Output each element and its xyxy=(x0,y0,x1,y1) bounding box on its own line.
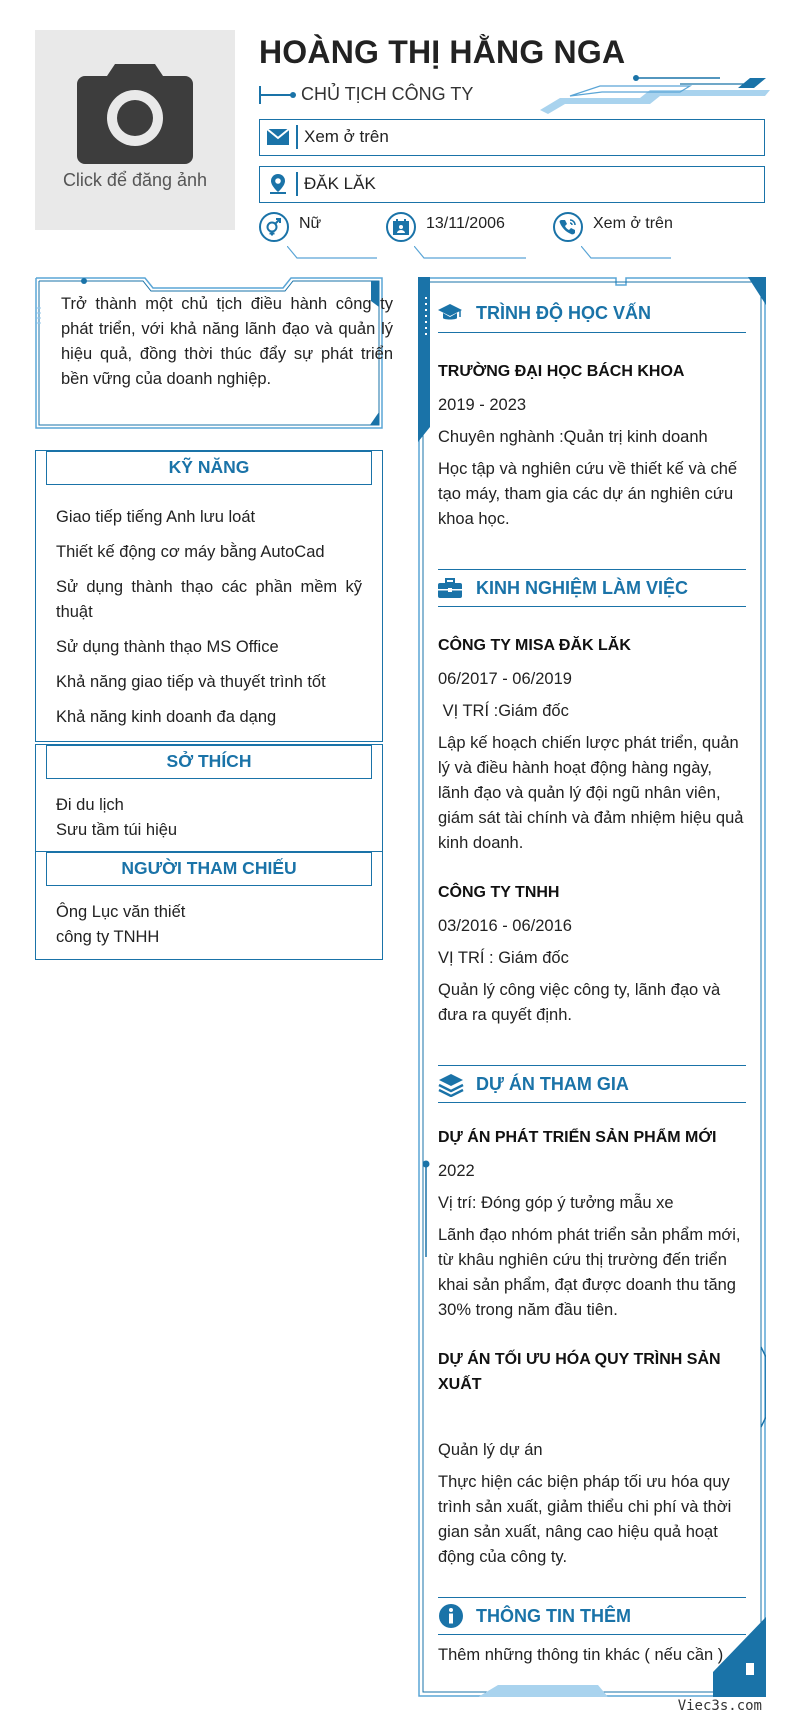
phone-icon xyxy=(559,218,577,236)
email-field xyxy=(259,119,765,156)
projects-title: DỰ ÁN THAM GIA xyxy=(476,1074,629,1094)
photo-caption: Click để đăng ảnh xyxy=(62,170,208,190)
skills-section xyxy=(35,450,383,742)
education-description: Học tập và nghiên cứu về thiết kế và chế tạo máy, tham gia các dự án nghiên cứu khoa học. xyxy=(438,460,738,528)
education-header xyxy=(438,295,746,333)
education-section xyxy=(438,295,746,532)
job-period: 03/2016 - 06/2016 xyxy=(438,917,572,935)
education-title: TRÌNH ĐỘ HỌC VẤN xyxy=(476,303,651,323)
references-section xyxy=(35,852,383,960)
graduation-cap-icon xyxy=(438,302,462,324)
skill-item: Giao tiếp tiếng Anh lưu loát xyxy=(56,508,256,526)
field-separator xyxy=(296,172,298,196)
email-value: Xem ở trên xyxy=(304,127,389,146)
header-decoration xyxy=(540,74,770,114)
objective-text: Trở thành một chủ tịch điều hành công ty phát triển, với khả năng lãnh đạo và quản lý hiệu quả, đồng thời thúc đẩy sự phát triển bền vững của doanh nghiệp. xyxy=(61,295,393,388)
project-role: Quản lý dự án xyxy=(438,1441,543,1459)
hobby-item: Đi du lịch xyxy=(56,796,124,814)
extra-header xyxy=(438,1597,746,1635)
candidate-name: HOÀNG THỊ HẰNG NGA xyxy=(259,34,626,70)
hobbies-list xyxy=(36,779,382,843)
gender-icon-circle xyxy=(259,212,289,242)
project-role: Vị trí: Đóng góp ý tưởng mẫu xe xyxy=(438,1194,674,1212)
calendar-icon xyxy=(392,218,410,236)
job-title-row xyxy=(259,84,473,105)
mail-icon xyxy=(266,126,290,148)
info-icon xyxy=(438,1603,464,1629)
project-period: 2022 xyxy=(438,1162,475,1180)
dob-value: 13/11/2006 xyxy=(426,215,505,232)
references-list xyxy=(36,886,382,950)
education-period: 2019 - 2023 xyxy=(438,396,527,414)
references-title: NGƯỜI THAM CHIẾU xyxy=(46,852,372,886)
hobbies-title: SỞ THÍCH xyxy=(46,745,372,779)
experience-header xyxy=(438,569,746,607)
projects-section xyxy=(438,1065,746,1570)
skills-list xyxy=(36,485,382,730)
location-pin-icon xyxy=(266,173,290,195)
school-name: TRƯỜNG ĐẠI HỌC BÁCH KHOA xyxy=(438,363,685,380)
extra-section xyxy=(438,1597,746,1668)
site-watermark: Viec3s.com xyxy=(677,1698,762,1714)
phone-value: Xem ở trên xyxy=(593,215,673,232)
project-name: DỰ ÁN PHÁT TRIỂN SẢN PHẨM MỚI xyxy=(438,1129,717,1146)
field-separator xyxy=(296,125,298,149)
title-line-decoration xyxy=(259,94,293,96)
hobbies-section xyxy=(35,744,383,852)
project-description: Lãnh đạo nhóm phát triển sản phẩm mới, từ khâu nghiên cứu thị trường đến triển khai sản phẩm, đạt được doanh thu tăng 30% trong năm đầu tiên. xyxy=(438,1226,741,1319)
gender-icon xyxy=(265,218,283,236)
underline-decoration xyxy=(581,246,671,262)
education-major: Chuyên nghành :Quản trị kinh doanh xyxy=(438,428,708,446)
briefcase-icon xyxy=(438,577,462,599)
reference-item: Ông Lục văn thiết xyxy=(56,903,186,921)
underline-decoration xyxy=(287,246,377,262)
extra-text: Thêm những thông tin khác ( nếu cần ) xyxy=(438,1646,724,1664)
camera-icon xyxy=(75,60,195,164)
objective-box xyxy=(35,277,393,429)
job-period: 06/2017 - 06/2019 xyxy=(438,670,572,688)
phone-icon-circle xyxy=(553,212,583,242)
experience-title: KINH NGHIỆM LÀM VIỆC xyxy=(476,578,689,598)
projects-header xyxy=(438,1065,746,1103)
skill-item: Thiết kế động cơ máy bằng AutoCad xyxy=(56,543,325,561)
company-name: CÔNG TY MISA ĐĂK LĂK xyxy=(438,637,631,654)
job-position: VỊ TRÍ :Giám đốc xyxy=(438,702,569,720)
project-description: Thực hiện các biện pháp tối ưu hóa quy trình sản xuất, giảm thiểu chi phí và thời gian sản xuất, nâng cao hiệu quả hoạt động của công ty. xyxy=(438,1473,732,1566)
skill-item: Khả năng giao tiếp và thuyết trình tốt xyxy=(56,673,326,691)
experience-section xyxy=(438,569,746,1028)
underline-decoration xyxy=(414,246,526,262)
main-column xyxy=(418,277,766,1697)
layers-icon xyxy=(438,1073,464,1097)
address-value: ĐĂK LĂK xyxy=(304,174,376,193)
job-position: VỊ TRÍ : Giám đốc xyxy=(438,949,569,967)
job-description: Quản lý công việc công ty, lãnh đạo và đưa ra quyết định. xyxy=(438,981,721,1024)
hobby-item: Sưu tầm túi hiệu xyxy=(56,821,178,839)
extra-title: THÔNG TIN THÊM xyxy=(476,1606,631,1626)
job-description: Lập kế hoạch chiến lược phát triển, quản lý và điều hành hoạt động hàng ngày, lãnh đạo và quản lý đội ngũ nhân viên, giám sát tài chính và đảm nhiệm hiệu quả kinh doanh. xyxy=(438,734,744,852)
skill-item: Khả năng kinh doanh đa dạng xyxy=(56,708,277,726)
avatar-upload[interactable] xyxy=(35,30,235,230)
project-period xyxy=(438,1406,746,1431)
project-name: DỰ ÁN TỐI ƯU HÓA QUY TRÌNH SẢN XUẤT xyxy=(438,1351,721,1393)
dob-icon-circle xyxy=(386,212,416,242)
skill-item: Sử dụng thành thạo MS Office xyxy=(56,638,279,656)
skill-item: Sử dụng thành thạo các phần mềm kỹ thuật xyxy=(56,578,362,621)
job-title: CHỦ TỊCH CÔNG TY xyxy=(301,84,474,104)
address-field xyxy=(259,166,765,203)
gender-value: Nữ xyxy=(299,215,322,232)
company-name: CÔNG TY TNHH xyxy=(438,884,560,901)
skills-title: KỸ NĂNG xyxy=(46,451,372,485)
reference-item: công ty TNHH xyxy=(56,928,160,946)
